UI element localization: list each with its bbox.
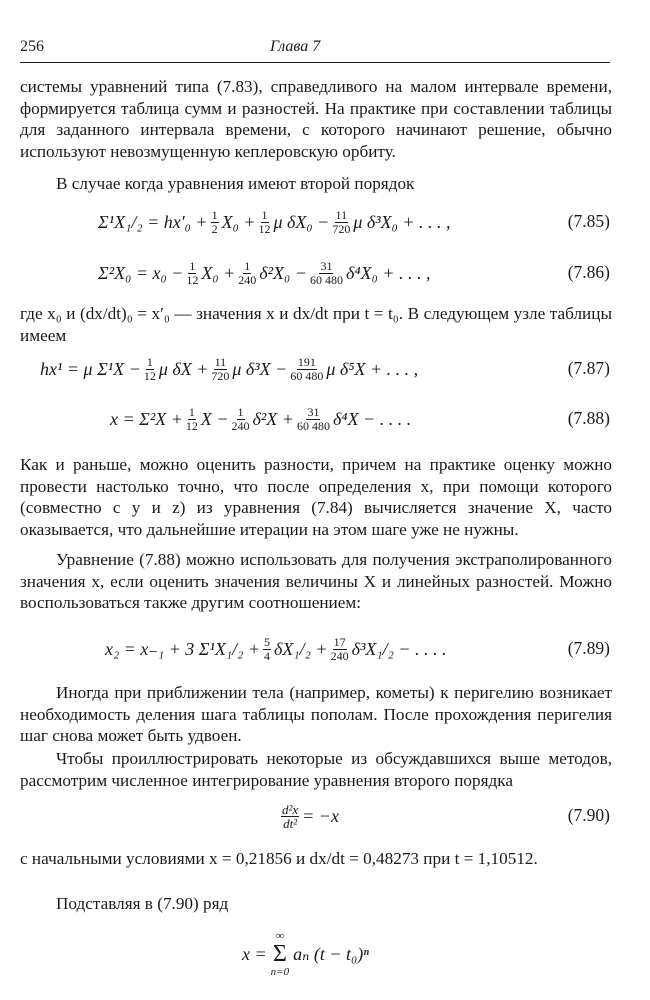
eq-term: X₀ + [201, 262, 236, 283]
paragraph-1: системы уравнений типа (7.83), справедливого на малом интервале времени, формируется таблица сумм и разностей. На практике при составлении таблицы для заданного интервала времени, с которого начинают решение, обычно используют невозмущенную кеплеровскую орбиту. [20, 77, 612, 161]
fraction: $\frac{11}{720}$ [332, 207, 351, 236]
equation-7-90 [20, 794, 612, 838]
fraction: $\frac{31}{60 480}$ [309, 258, 343, 287]
fraction: $\frac{31}{60 480}$ [296, 404, 330, 433]
eq-lhs: Σ¹X₁/₂ = hx′₀ + [98, 211, 208, 232]
eq-lhs: Σ²X₀ = x₀ − [98, 262, 184, 283]
fraction: $\frac{1}{12}$ [143, 354, 156, 383]
fraction: $\frac{191}{60 480}$ [290, 354, 324, 383]
fraction: $\frac{1}{12}$ [258, 207, 271, 236]
equation-7-88 [20, 397, 612, 441]
equation-7-89 [20, 627, 612, 671]
equation-number: (7.86) [567, 262, 610, 282]
equation-number: (7.88) [567, 408, 610, 428]
eq-term: X₀ + [221, 211, 256, 232]
fraction: $\frac{1}{12}$ [186, 258, 199, 287]
eq-term: δ³X₁/₂ − . . . . [351, 638, 447, 659]
equation-7-87 [20, 347, 612, 391]
fraction: $\frac{1}{2}$ [211, 207, 218, 236]
fraction: $\frac{1}{240}$ [231, 404, 250, 433]
paragraph-2: В случае когда уравнения имеют второй порядок [56, 174, 415, 193]
eq-term: μ δ⁵X + . . . , [326, 358, 419, 379]
fraction: $\frac{1}{12}$ [185, 404, 198, 433]
equation-7-86 [20, 251, 612, 295]
eq-term: δX₁/₂ + [274, 638, 328, 659]
eq-rhs: aₙ (t − t₀)ⁿ [293, 943, 369, 964]
eq-term: μ δX₀ − [273, 211, 330, 232]
eq-term: X − [200, 408, 229, 429]
equation-number: (7.85) [567, 211, 610, 231]
paragraph-3: где x₀ и (dx/dt)₀ = x′₀ — значения x и dx/dt при t = t₀. В следующем узле таблицы имеем [20, 304, 612, 345]
paragraph-7: Чтобы проиллюстрировать некоторые из обсуждавшихся выше методов, рассмотрим численное интегрирование уравнения второго порядка [20, 749, 612, 790]
fraction: $\frac{17}{240}$ [330, 634, 349, 663]
eq-term: δ⁴X₀ + . . . , [345, 262, 431, 283]
page-number: 256 [20, 38, 44, 55]
eq-lhs: x = Σ²X + [110, 408, 183, 429]
series-equation [20, 918, 612, 990]
equation-number: (7.87) [567, 358, 610, 378]
eq-term: μ δ³X − [232, 358, 288, 379]
eq-term: μ δX + [158, 358, 209, 379]
running-header [20, 36, 610, 63]
equation-number: (7.89) [567, 638, 610, 658]
paragraph-4: Как и раньше, можно оценить разности, причем на практике оценку можно провести настолько точно, что после определения x, при помощи которого (совместно с y и z) из уравнения (7.84) вычисляется значение X, часто оказывается, что дальнейшие итерации на этом шаге уже не нужны. [20, 455, 612, 539]
eq-rhs: = −x [302, 805, 339, 826]
eq-lhs: hx¹ = μ Σ¹X − [40, 358, 141, 379]
eq-lhs: x₂ = x₋₁ + 3 Σ¹X₁/₂ + [105, 638, 261, 659]
paragraph-6: Иногда при приближении тела (например, кометы) к перигелию возникает необходимость деления шага таблицы пополам. После прохождения перигелия шаг снова может быть удвоен. [20, 683, 612, 746]
eq-term: δ²X₀ − [259, 262, 307, 283]
eq-term: μ δ³X₀ + . . . , [353, 211, 451, 232]
fraction: $\frac{1}{240}$ [238, 258, 257, 287]
eq-term: δ²X + [252, 408, 294, 429]
fraction: $\frac{11}{720}$ [211, 354, 230, 383]
chapter-title: Глава 7 [270, 38, 321, 55]
paragraph-5: Уравнение (7.88) можно использовать для получения экстраполированного значения x, если оценить значения величины X и линейных разностей. Можно воспользоваться также другим соотношением: [20, 550, 612, 613]
summation: ∞ Σ n=0 [270, 930, 290, 978]
fraction: $\frac{\text{d²x}}{\text{dt²}}$ [282, 801, 299, 831]
paragraph-8: с начальными условиями x = 0,21856 и dx/dt = 0,48273 при t = 1,10512. [20, 849, 538, 868]
equation-number: (7.90) [567, 805, 610, 825]
eq-term: δ⁴X − . . . . [332, 408, 412, 429]
eq-lhs: x = [242, 943, 267, 964]
equation-7-85 [20, 200, 612, 244]
paragraph-9: Подставляя в (7.90) ряд [56, 894, 229, 913]
fraction: $\frac{5}{4}$ [264, 634, 271, 663]
